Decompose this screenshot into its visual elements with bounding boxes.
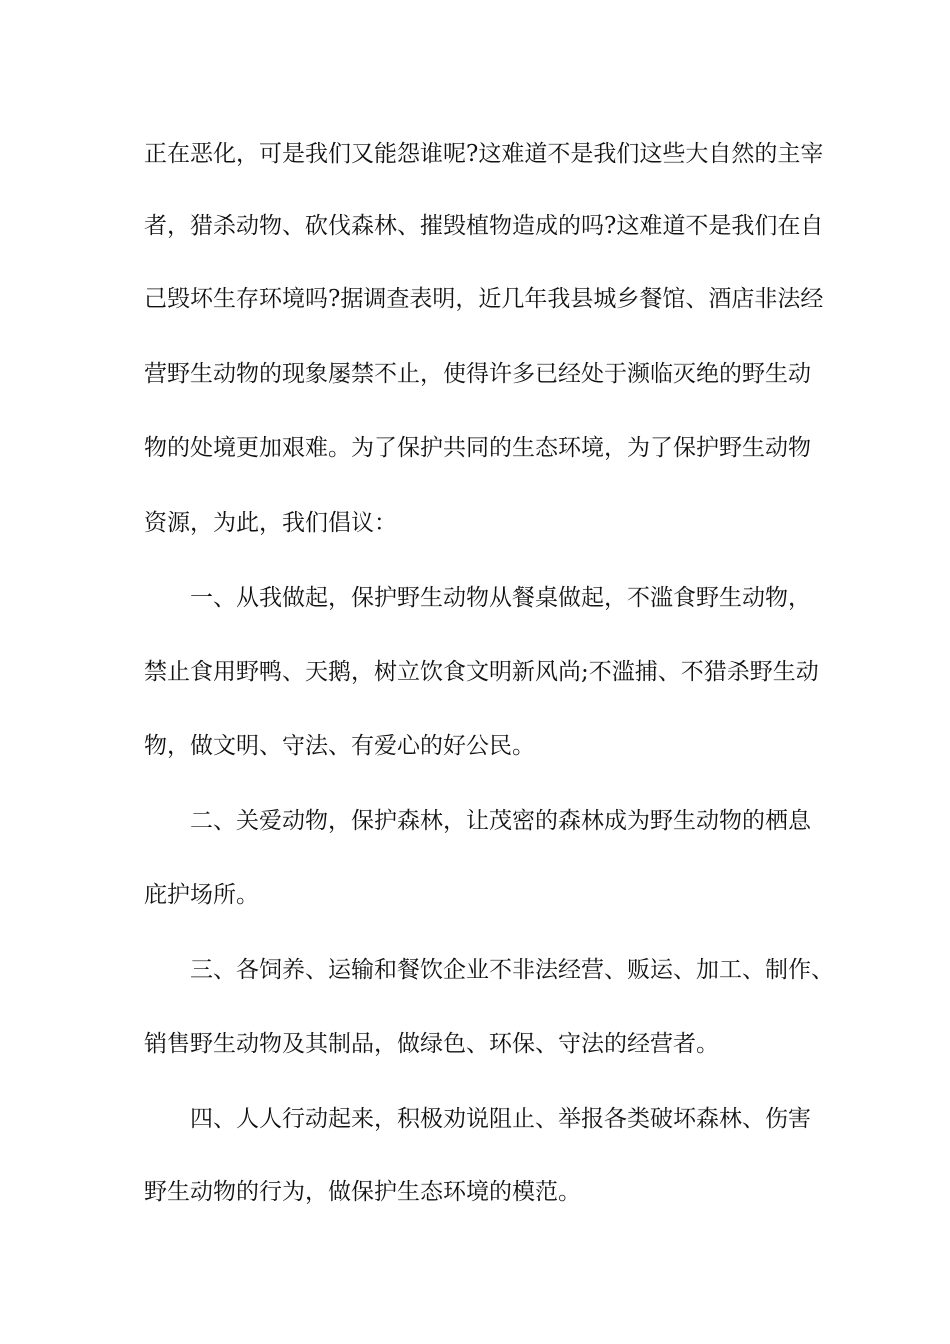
text-line: 己毁坏生存环境吗?据调查表明，近几年我县城乡餐馆、酒店非法经 [144, 286, 824, 312]
text-line: 物的处境更加艰难。为了保护共同的生态环境，为了保护野生动物 [144, 435, 811, 461]
text-line: 正在恶化，可是我们又能怨谁呢?这难道不是我们这些大自然的主宰 [144, 141, 824, 167]
paragraph-first-line: 四、人人行动起来，积极劝说阻止、举报各类破坏森林、伤害 [190, 1106, 811, 1132]
text-line: 野生动物的行为，做保护生态环境的模范。 [144, 1179, 581, 1205]
text-line: 禁止食用野鸭、天鹅，树立饮食文明新风尚;不滥捕、不猎杀野生动 [144, 659, 819, 685]
text-line: 者，猎杀动物、砍伐森林、摧毁植物造成的吗?这难道不是我们在自 [144, 213, 824, 239]
text-line: 资源，为此，我们倡议： [144, 510, 397, 536]
paragraph-first-line: 一、从我做起，保护野生动物从餐桌做起，不滥食野生动物， [190, 585, 811, 611]
text-line: 物，做文明、守法、有爱心的好公民。 [144, 733, 535, 759]
paragraph-first-line: 二、关爱动物，保护森林，让茂密的森林成为野生动物的栖息 [190, 808, 811, 834]
text-line: 庇护场所。 [144, 882, 259, 908]
text-line: 营野生动物的现象屡禁不止，使得许多已经处于濒临灭绝的野生动 [144, 361, 811, 387]
paragraph-first-line: 三、各饲养、运输和餐饮企业不非法经营、贩运、加工、制作、 [190, 957, 834, 983]
text-line: 销售野生动物及其制品，做绿色、环保、守法的经营者。 [144, 1031, 719, 1057]
